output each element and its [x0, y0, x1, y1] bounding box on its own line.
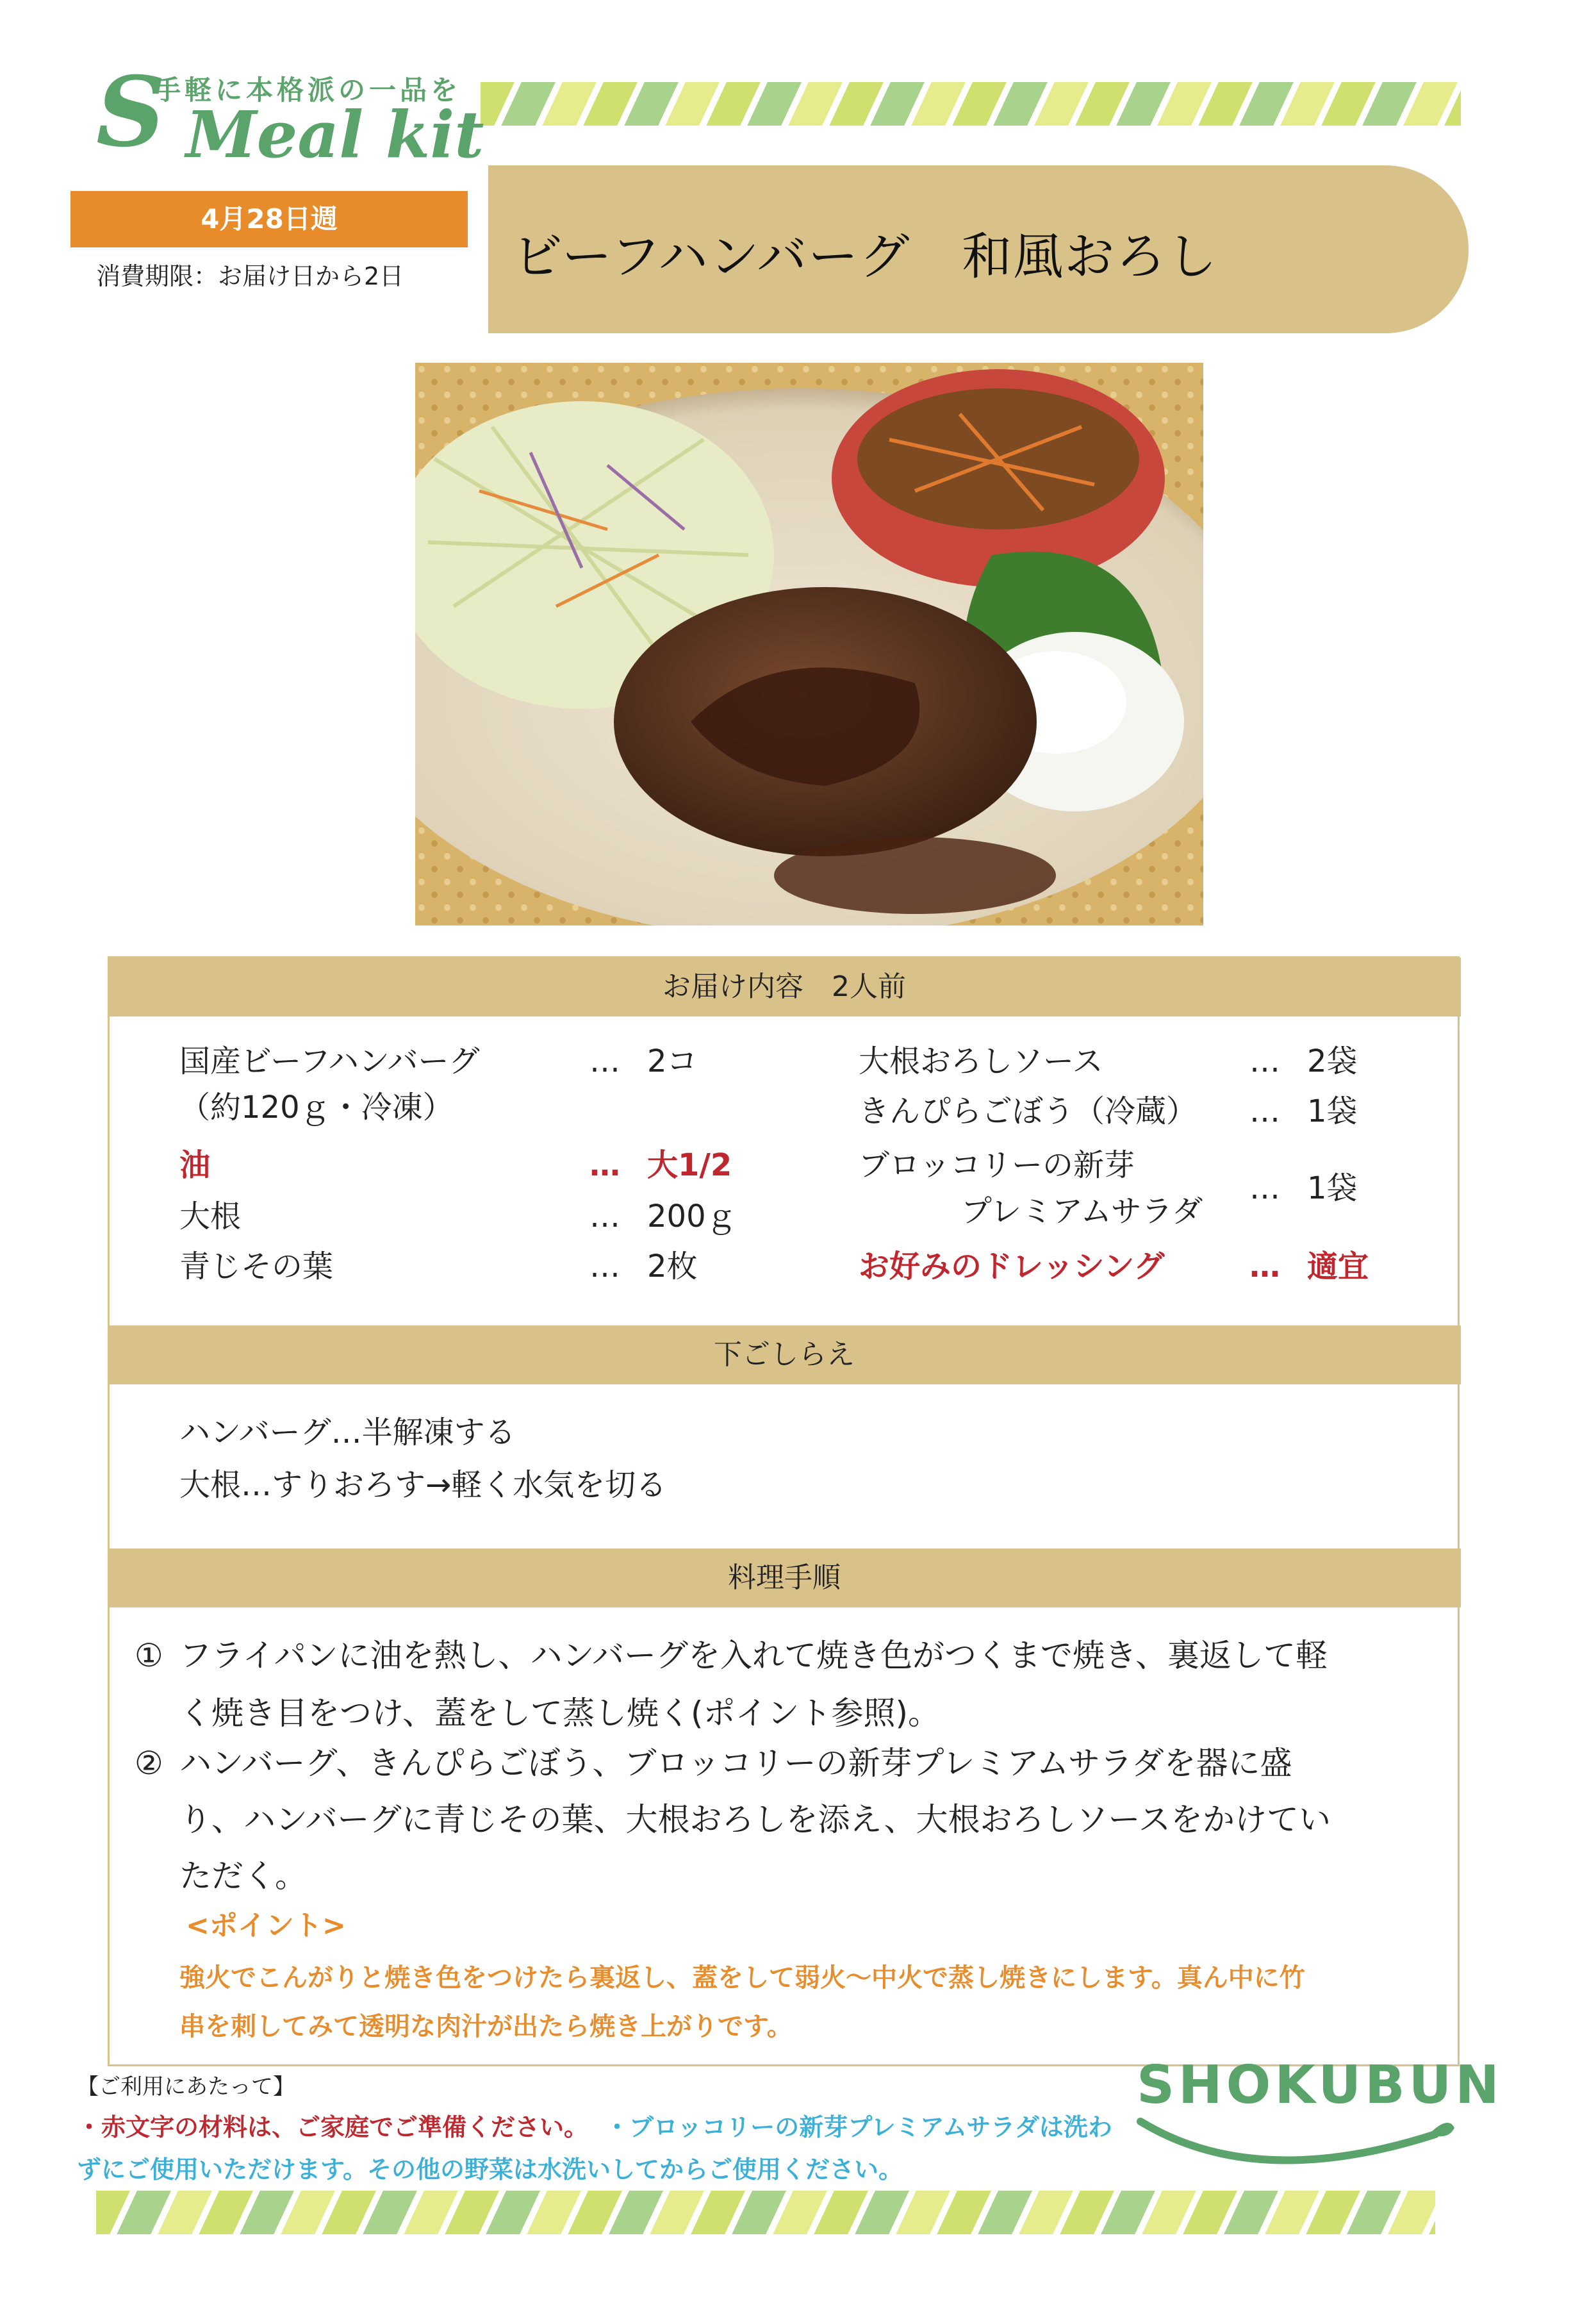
prep-heading: 下ごしらえ — [108, 1325, 1461, 1384]
prep-line: ハンバーグ…半解凍する — [179, 1415, 516, 1450]
step-line: ハンバーグ、きんぴらごぼう、ブロッコリーの新芽プレミアムサラダを器に盛 — [179, 1745, 1292, 1782]
notes-red: ・赤文字の材料は、ご家庭でご準備ください。 — [77, 2113, 589, 2141]
step-line: フライパンに油を熱し、ハンバーグを入れて焼き色がつくまで焼き、裏返して軽 — [179, 1637, 1328, 1674]
ingredient-name: きんぴらごぼう（冷蔵） — [859, 1093, 1198, 1129]
ingredient-qty: 2枚 — [647, 1249, 698, 1284]
ingredient-sep: … — [1249, 1093, 1280, 1129]
notes-blue-2: ずにご使用いただけます。その他の野菜は水洗いしてからご使用ください。 — [77, 2155, 903, 2184]
ingredient-name: 青じその葉 — [179, 1249, 334, 1284]
ingredient-sep: … — [589, 1199, 620, 1234]
ingredient-qty: 2コ — [647, 1043, 698, 1079]
step-number: ② — [135, 1745, 163, 1782]
step-number: ① — [135, 1637, 163, 1674]
ingredient-sep: … — [1249, 1249, 1280, 1284]
ingredient-sub: （約120ｇ・冷凍） — [179, 1090, 454, 1125]
ingredient-name: 大根 — [179, 1199, 242, 1234]
hamburg-steak-photo — [415, 363, 1203, 925]
week-badge: 4月28日週 — [70, 191, 468, 247]
point-line: 強火でこんがりと焼き色をつけたら裏返し、蓋をして弱火～中火で蒸し焼きにします。真ん中に竹 — [179, 1963, 1305, 1993]
logo-swoosh-icon — [1128, 2109, 1474, 2179]
expiry-text: 消費期限：お届け日から2日 — [96, 262, 404, 290]
ingredient-sep: … — [589, 1249, 620, 1284]
ingredient-name: ブロッコリーの新芽 — [859, 1147, 1135, 1183]
steps-heading: 料理手順 — [108, 1548, 1461, 1607]
ingredient-name: 大根おろしソース — [859, 1043, 1103, 1079]
notes-heading: 【ご利用にあたって】 — [77, 2074, 295, 2100]
notes-blue-1: ・ブロッコリーの新芽プレミアムサラダは洗わ — [605, 2113, 1112, 2141]
logo-meal-kit: Meal kit — [186, 97, 484, 172]
ingredient-qty: 適宜 — [1307, 1249, 1369, 1284]
ingredient-name: 国産ビーフハンバーグ — [179, 1043, 480, 1079]
ingredient-sep: … — [589, 1147, 620, 1183]
ingredient-sub: プレミアムサラダ — [961, 1193, 1203, 1229]
top-stripes — [481, 82, 1461, 126]
ingredient-qty: 200ｇ — [647, 1199, 737, 1234]
ingredient-sep: … — [589, 1043, 620, 1079]
bottom-stripes — [96, 2191, 1435, 2234]
ingredient-qty: 1袋 — [1307, 1093, 1358, 1129]
ingredient-sep: … — [1249, 1043, 1280, 1079]
company-logo: SHOKUBUN — [1137, 2055, 1503, 2116]
ingredient-name: お好みのドレッシング — [859, 1249, 1165, 1284]
recipe-title: ビーフハンバーグ 和風おろし — [513, 228, 1219, 286]
point-heading: <ポイント> — [186, 1909, 346, 1942]
ingredient-sep: … — [1249, 1170, 1280, 1206]
logo-tagline: 手軽に本格派の一品を — [154, 74, 462, 106]
step-line: り、ハンバーグに青じその葉、大根おろしを添え、大根おろしソースをかけてい — [179, 1801, 1331, 1838]
ingredient-qty: 大1/2 — [647, 1147, 732, 1183]
logo-s: S — [96, 56, 166, 169]
delivery-heading: お届け内容 2人前 — [108, 958, 1461, 1017]
point-line: 串を刺してみて透明な肉汁が出たら焼き上がりです。 — [179, 2012, 793, 2041]
ingredient-qty: 2袋 — [1307, 1043, 1358, 1079]
step-line: く焼き目をつけ、蓋をして蒸し焼く(ポイント参照)。 — [179, 1695, 941, 1732]
prep-line: 大根…すりおろす→軽く水気を切る — [179, 1467, 667, 1503]
step-line: ただく。 — [179, 1857, 307, 1895]
ingredient-qty: 1袋 — [1307, 1170, 1358, 1206]
ingredient-name: 油 — [179, 1147, 211, 1183]
